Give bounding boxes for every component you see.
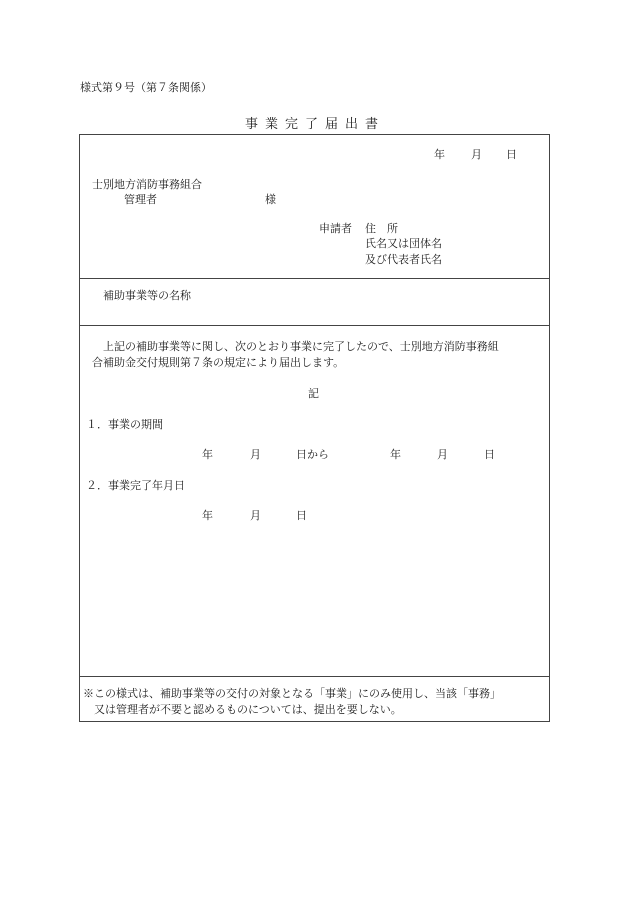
divider-header [79,278,550,279]
item2-label: ２．事業完了年月日 [86,479,185,492]
body-text-line-1: 上記の補助事業等に関し、次のとおり事業に完了したので、士別地方消防事務組 [103,340,499,353]
item2-date-year: 年 [202,509,213,522]
addressee-role: 管理者 [124,193,157,206]
applicant-rep-label: 及び代表者氏名 [365,253,442,266]
document-title: 事業完了届出書 [244,117,385,132]
item1-from-year: 年 [202,448,213,461]
ki-label: 記 [308,387,319,400]
item1-from-day: 日から [296,448,329,461]
applicant-name-label: 氏名又は団体名 [365,237,442,250]
note-line-2: 又は管理者が不要と認めるものについては、提出を要しない。 [94,703,402,716]
item1-from-month: 月 [250,448,261,461]
body-text-line-2: 合補助金交付規則第７条の規定により届出します。 [92,356,345,369]
item2-date-day: 日 [296,509,307,522]
divider-project-name [79,325,550,326]
note-line-1: ※この様式は、補助事業等の交付の対象となる「事業」にのみ使用し、当該「事務」 [83,687,501,700]
item1-to-month: 月 [437,448,448,461]
header-date-day: 日 [506,148,517,161]
header-date-year: 年 [434,148,445,161]
item1-label: １．事業の期間 [86,418,163,431]
form-reference: 様式第９号（第７条関係） [80,81,212,94]
project-name-label: 補助事業等の名称 [103,289,191,302]
applicant-address-label: 住 所 [365,222,398,235]
item2-date-month: 月 [250,509,261,522]
item1-to-day: 日 [484,448,495,461]
item1-to-year: 年 [390,448,401,461]
addressee-org: 士別地方消防事務組合 [92,178,202,191]
addressee-honorific: 様 [265,193,276,206]
divider-note [79,676,550,677]
applicant-label: 申請者 [319,222,352,235]
header-date-month: 月 [471,148,482,161]
